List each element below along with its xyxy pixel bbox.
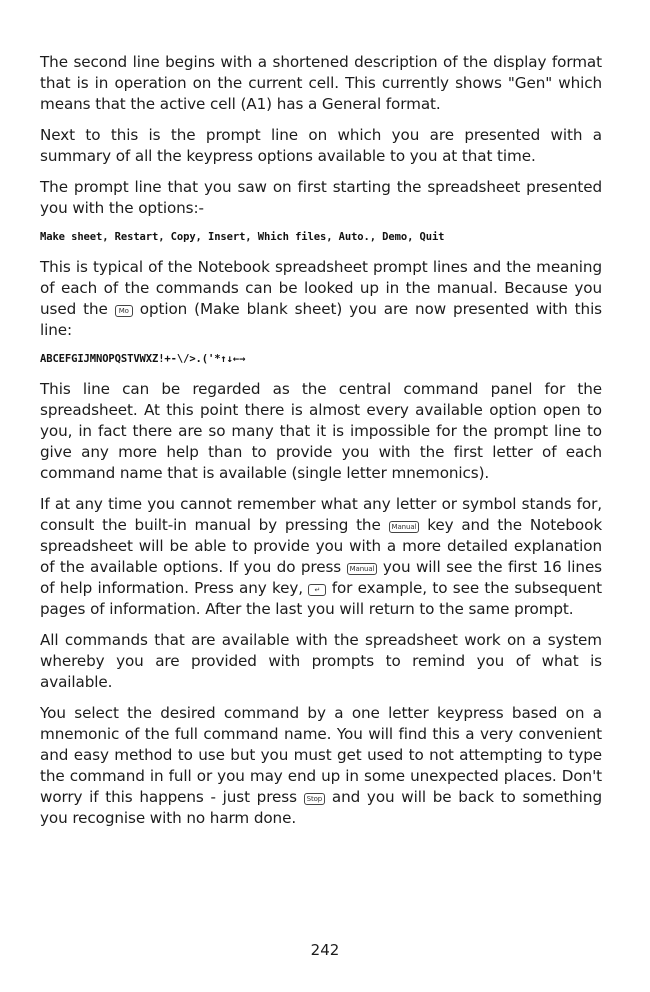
paragraph-commands-system: All commands that are available with the spreadsheet work on a system whereby you are provided with prompts to remind you of what is available. [40,631,602,691]
paragraph-typical-prompt [40,257,602,341]
code-options-line: Make sheet, Restart, Copy, Insert, Which files, Auto., Demo, Quit [40,231,445,243]
paragraph-text: option (Make blank sheet) you are now presented with this line: [40,300,602,339]
paragraph-first-options: The prompt line that you saw on first starting the spreadsheet presented you with the options:- [40,178,602,217]
paragraph-text: and you will be back to something you recognise with no harm done. [40,788,602,827]
stop-key-icon: Stop [304,793,326,805]
manual-key-icon: Manual [347,563,378,575]
code-command-panel: ABCEFGIJMNOPQSTVWXZ!+-\/>.('*↑↓←→ [40,353,246,365]
paragraph-display-format: The second line begins with a shortened description of the display format that is in operation on the current cell. This currently shows "Gen" which means that the active cell (A1) has a General format. [40,53,602,113]
document-page [40,52,602,839]
paragraph-command-panel: This line can be regarded as the central command panel for the spreadsheet. At this point there is almost every available option open to you, in fact there are so many that it is impossible for the prompt line to give any more help than to provide you with the first letter of each command name that is available (single letter mnemonics). [40,380,602,482]
paragraph-manual-help [40,494,602,620]
paragraph-text: you will see the first 16 lines of help information. Press any key, [40,558,602,597]
page-number: 242 [310,941,340,959]
paragraph-text: key and the Notebook spreadsheet will be able to provide you with a more detailed explanation of the available options. If you do press [40,516,603,576]
paragraph-text: for example, to see the subsequent pages of information. After the last you will return to the same prompt. [40,579,603,618]
paragraph-text: This is typical of the Notebook spreadsheet prompt lines and the meaning of each of the commands can be looked up in the manual. Because you used the [40,258,602,318]
paragraph-select-command [40,703,602,829]
manual-key-icon: Manual [389,521,420,533]
paragraph-prompt-line: Next to this is the prompt line on which you are presented with a summary of all the keypress options available to you at that time. [40,126,602,165]
paragraph-text: You select the desired command by a one letter keypress based on a mnemonic of the full command name. You will find this a very convenient and easy method to use but you must get used to not attempting to type the command in full or you may end up in some unexpected places. Don't worry if this happens - just press [40,704,602,806]
paragraph-text: If at any time you cannot remember what any letter or symbol stands for, consult the built-in manual by pressing the [40,495,602,534]
make-key-icon: Mo [115,305,133,317]
return-key-icon: ↵ [308,584,326,596]
